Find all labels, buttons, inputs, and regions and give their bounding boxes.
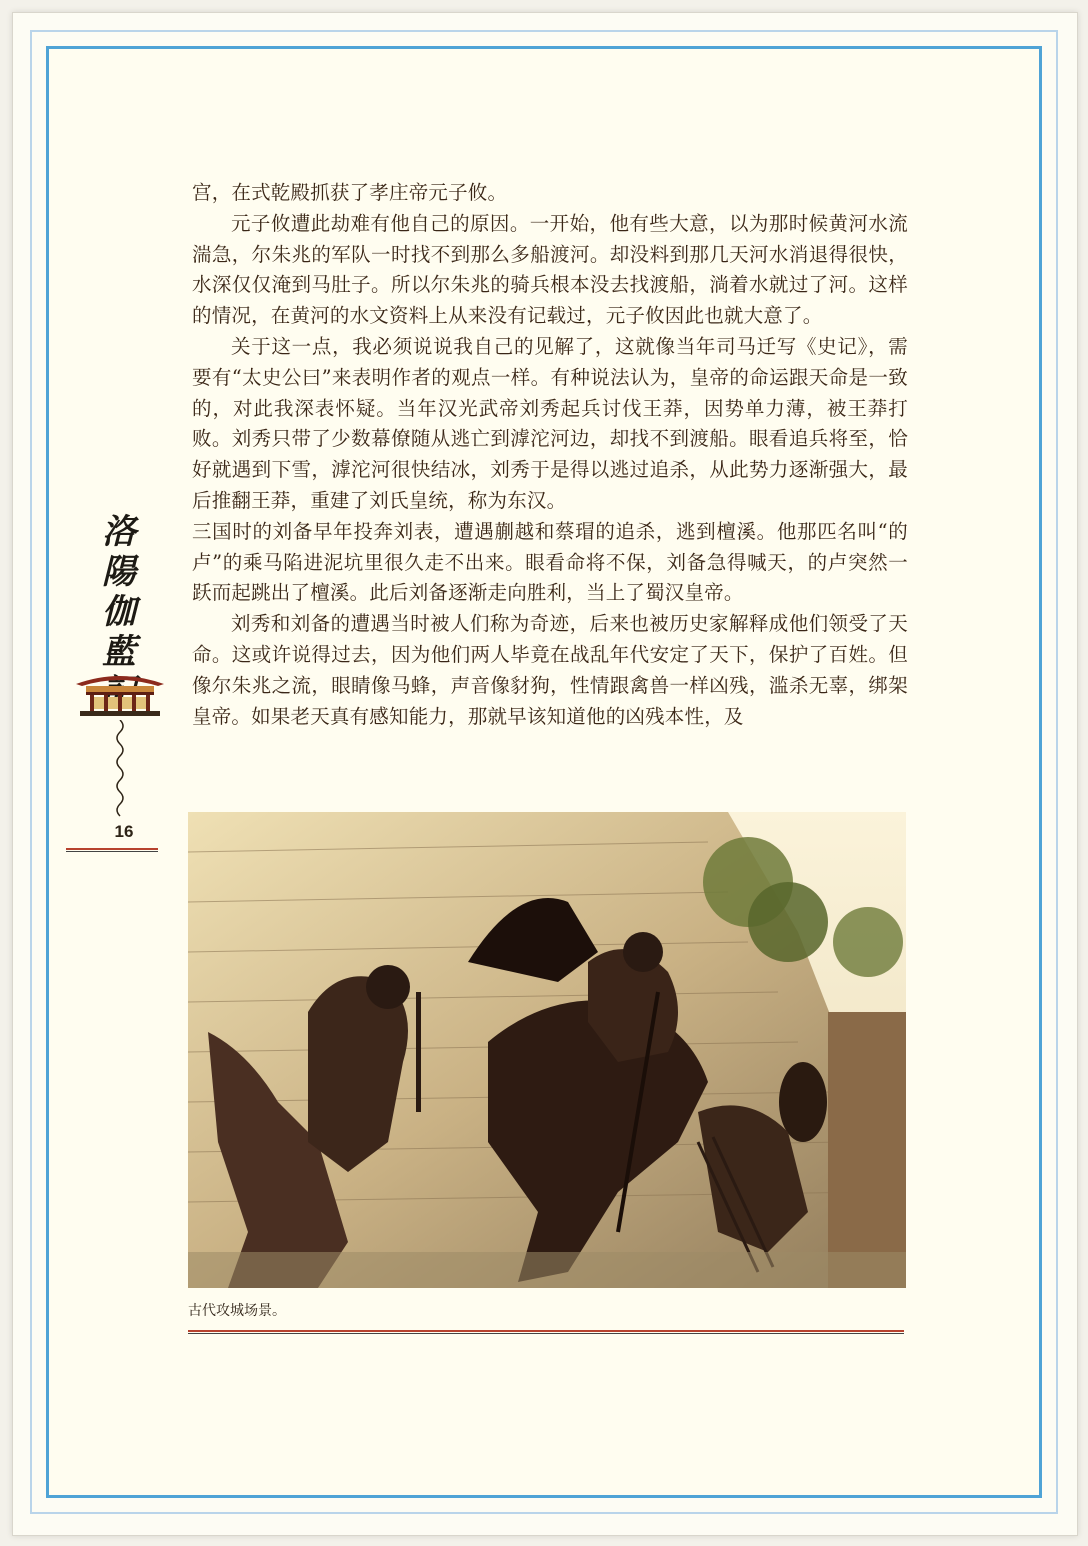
book-title-char: 陽 (102, 552, 136, 592)
paragraph-2: 元子攸遭此劫难有他自己的原因。一开始，他有些大意，以为那时候黄河水流湍急，尔朱兆的军队一时找不到那么多船渡河。却没料到那几天河水消退得很快，水深仅仅淹到马肚子。所以尔朱兆的骑兵根本没去找渡船，淌着水就过了河。这样的情况，在黄河的水文资料上从来没有记载过，元子攸因此也就大意了。 (192, 211, 908, 328)
siege-scene-photo (188, 812, 906, 1288)
pavilion-icon (72, 666, 168, 718)
book-title-char: 洛 (102, 512, 136, 552)
photo-caption: 古代攻城场景。 (188, 1303, 286, 1319)
paragraph-1: 宫，在式乾殿抓获了孝庄帝元子攸。 (192, 181, 508, 204)
body-text (192, 178, 908, 732)
book-title-char: 伽 (102, 592, 136, 632)
paragraph-5: 刘秀和刘备的遭遇当时被人们称为奇迹，后来也被历史家解释成他们领受了天命。这或许说得过去，因为他们两人毕竟在战乱年代安定了天下，保护了百姓。但像尔朱兆之流，眼睛像马蜂，声音像豺狗，性情跟禽兽一样凶残，滥杀无辜，绑架皇帝。如果老天真有感知能力，那就早该知道他的凶残本性，及 (192, 612, 908, 728)
page-number-rule (66, 848, 158, 853)
paragraph-3: 关于这一点，我必须说说我自己的见解了，这就像当年司马迁写《史记》，需要有“太史公曰”来表明作者的观点一样。有种说法认为，皇帝的命运跟天命是一致的，对此我深表怀疑。当年汉光武帝刘秀起兵讨伐王莽，因势单力薄，被王莽打败。刘秀只带了少数幕僚随从逃亡到滹沱河边，却找不到渡船。眼看追兵将至，恰好就遇到下雪，滹沱河很快结冰，刘秀于是得以逃过追杀，从此势力逐渐强大，最后推翻王莽，重建了刘氏皇统，称为东汉。 (192, 334, 908, 512)
wavy-line-ornament (110, 720, 130, 820)
paragraph-4: 三国时的刘备早年投奔刘表，遭遇蒯越和蔡瑁的追杀，逃到檀溪。他那匹名叫“的卢”的乘马陷进泥坑里很久走不出来。眼看命将不保，刘备急得喊天，的卢突然一跃而起跳出了檀溪。此后刘备逐渐走向胜利，当上了蜀汉皇帝。 (192, 519, 908, 605)
page-number: 16 (114, 822, 134, 841)
caption-rule (188, 1330, 904, 1335)
book-title-char: 藍 (102, 632, 136, 672)
